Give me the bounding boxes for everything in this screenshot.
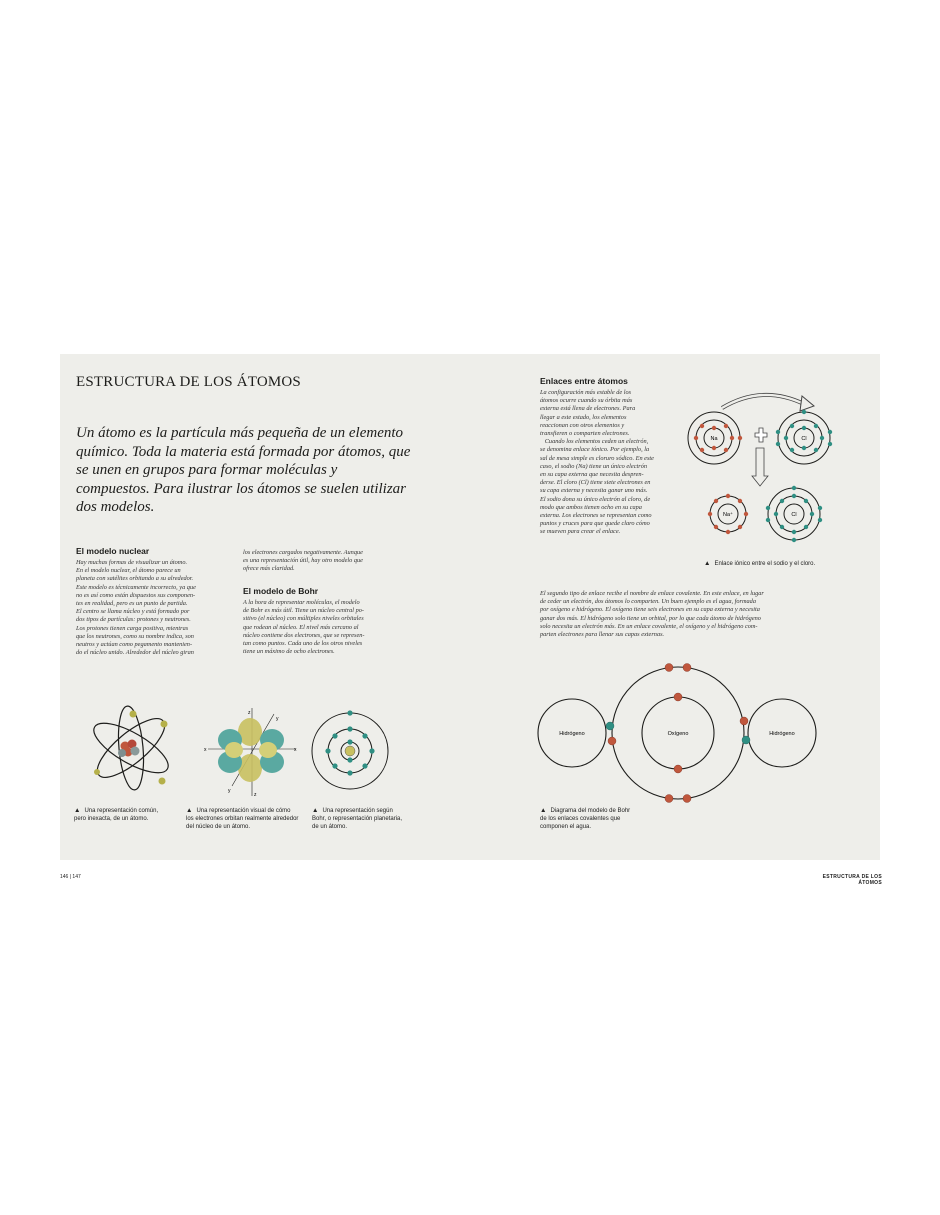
atom-label-na: Na xyxy=(710,436,718,442)
triangle-icon: ▲ xyxy=(74,807,81,814)
text-line: Este modelo es técnicamente incorrecto, ya que xyxy=(76,583,196,591)
text-line: de ceder un electrón, dos átomos lo comparten. Un buen ejemplo es el agua, formada xyxy=(540,598,756,606)
caption-line: Enlace iónico entre el sodio y el cloro. xyxy=(714,561,816,567)
axis-label: z xyxy=(248,710,251,716)
caption-line: Bohr, o representación planetaria, xyxy=(312,816,403,822)
text-line: parten electrones para llenar sus capas externas. xyxy=(540,631,665,639)
text-line: su capa externa y necesita ganar uno más. xyxy=(540,487,648,495)
caption-line: Una representación según xyxy=(322,808,393,814)
page-title: ESTRUCTURA DE LOS ÁTOMOS xyxy=(76,374,301,390)
atom-label-hydrogen: Hidrógeno xyxy=(769,731,795,737)
book-spread xyxy=(60,354,880,860)
text-line: transfieren o comparten electrones. xyxy=(540,430,630,438)
text-line: en su capa externa que necesita despren- xyxy=(540,471,644,479)
text-line: que los neutrones, como su nombre indica, son xyxy=(76,632,194,640)
caption-ionic xyxy=(704,560,874,568)
caption-line: pero inexacta, de un átomo. xyxy=(74,816,149,822)
text-line: En el modelo nuclear, el átomo parece un xyxy=(76,567,181,575)
axis-label: x xyxy=(204,747,207,753)
atom-label-cl: Cl xyxy=(801,436,807,442)
text-line: derse. El cloro (Cl) tiene siete electrones en xyxy=(540,479,651,487)
text-line: de Bohr es más útil. Tiene un núcleo central po- xyxy=(243,607,365,615)
nuclear-model-continued xyxy=(243,549,408,574)
triangle-icon: ▲ xyxy=(312,807,319,814)
triangle-icon: ▲ xyxy=(540,807,547,814)
caption-orbital xyxy=(186,807,306,831)
text-line: los electrones cargados negativamente. Aunque xyxy=(243,549,363,556)
bonds-heading: Enlaces entre átomos xyxy=(540,376,628,386)
text-line: tiene un máximo de ocho electrones. xyxy=(243,648,335,656)
running-footer: ESTRUCTURA DE LOS ÁTOMOS xyxy=(822,874,882,886)
text-line: A la hora de representar moléculas, el modelo xyxy=(243,599,360,606)
intro-paragraph: Un átomo es la partícula más pequeña de un elemento químico. Toda la materia está formada por átomos, que se unen en grupos para formar moléculas y compuestos. Para ilustrar los átomos se suelen utilizar dos modelos. xyxy=(76,425,411,515)
text-line: Hay muchas formas de visualizar un átomo. xyxy=(76,559,188,566)
caption-line: los electrones orbitan realmente alrededor xyxy=(186,816,299,822)
text-line: externa. Los electrones se representan como xyxy=(540,512,652,520)
text-line: Cuando los elementos ceden un electrón, xyxy=(540,438,649,446)
caption-line: Una representación visual de cómo xyxy=(196,808,291,814)
caption-line: Una representación común, xyxy=(84,808,159,814)
text-line: reaccionan con otros elementos y xyxy=(540,421,625,429)
text-line: ganar dos más. El hidrógeno solo tiene un orbital, por lo que cada átomo de hidrógeno xyxy=(540,614,761,622)
page-numbers: 146 | 147 xyxy=(60,874,81,880)
text-line: La configuración más estable de los xyxy=(540,389,632,396)
text-line: Los protones tienen carga positiva, mientras xyxy=(76,624,189,632)
triangle-icon: ▲ xyxy=(704,560,711,567)
bohr-model-text xyxy=(243,599,408,656)
text-line: que rodean al núcleo. El nivel más cercano al xyxy=(243,623,359,631)
text-line: externa está llena de electrones. Para xyxy=(540,405,636,413)
text-line: solo necesita un electrón más. En un enlace covalente, el oxígeno y el hidrógeno com- xyxy=(540,622,758,630)
text-line: El segundo tipo de enlace recibe el nombre de enlace covalente. En este enlace, en lugar xyxy=(540,590,764,597)
text-line: puntos y cruces para que quede claro cómo xyxy=(540,520,650,528)
nuclear-atom-illustration xyxy=(86,702,176,794)
text-line: El centro se llama núcleo y está formado por xyxy=(76,608,190,616)
ionic-bond-diagram xyxy=(682,386,842,546)
text-line: sal de mesa simple es cloruro sódico. En este xyxy=(540,454,654,462)
atom-label-oxygen: Oxígeno xyxy=(667,731,689,737)
atom-label-hydrogen: Hidrógeno xyxy=(559,731,585,737)
caption-bohr xyxy=(312,807,422,831)
bohr-atom-illustration xyxy=(308,709,392,793)
text-line: caso, el sodio (Na) tiene un único electrón xyxy=(540,462,648,470)
axis-label: y xyxy=(276,716,279,722)
text-line: núcleo contiene dos electrones, que se represen- xyxy=(243,631,365,639)
covalent-bond-text xyxy=(540,590,840,639)
text-line: neutros y actúan como pegamento mantenien- xyxy=(76,641,193,649)
text-line: átomos ocurre cuando su órbita más xyxy=(540,397,633,405)
axis-label: y xyxy=(228,788,231,794)
caption-line: componen el agua. xyxy=(540,824,592,830)
axis-label: x xyxy=(294,747,297,753)
text-line: modo que ambos tienen ocho en su capa xyxy=(540,503,642,511)
nuclear-model-text xyxy=(76,559,241,657)
text-line: sitivo (el núcleo) con múltiples niveles orbitales xyxy=(243,615,364,623)
text-line: por oxígeno e hidrógeno. El oxígeno tiene seis electrones en su capa externa y necesita xyxy=(540,606,760,614)
text-line: no es así como están dispuestos sus componen- xyxy=(76,591,196,599)
bohr-model-heading: El modelo de Bohr xyxy=(243,586,319,596)
caption-water xyxy=(540,807,660,831)
caption-line: del núcleo de un átomo. xyxy=(186,824,251,830)
atom-label-cl-ion: Cl xyxy=(791,512,797,518)
text-line: dos tipos de partículas: protones y neutrones. xyxy=(76,616,191,624)
caption-nuclear xyxy=(74,807,184,823)
triangle-icon: ▲ xyxy=(186,807,193,814)
text-line: do el núcleo unido. Alrededor del núcleo giran xyxy=(76,649,194,657)
text-line: ofrece más claridad. xyxy=(243,565,295,573)
text-line: se mueven para crear el enlace. xyxy=(540,528,621,536)
caption-line: de un átomo. xyxy=(312,824,348,830)
text-line: El sodio dona su único electrón al cloro, de xyxy=(540,495,651,503)
text-line: tan como puntos. Cada uno de los otros niveles xyxy=(243,640,363,648)
caption-line: Diagrama del modelo de Bohr xyxy=(550,808,631,814)
ionic-bond-text xyxy=(540,389,685,537)
axis-label: z xyxy=(254,792,257,798)
nuclear-model-heading: El modelo nuclear xyxy=(76,546,150,556)
atom-label-na-ion: Na⁺ xyxy=(723,512,733,518)
water-covalent-diagram xyxy=(536,662,856,812)
text-line: planeta con satélites orbitando a su alrededor. xyxy=(76,575,194,583)
caption-line: de los enlaces covalentes que xyxy=(540,816,621,822)
orbital-cloud-illustration xyxy=(202,706,302,798)
text-line: tes en realidad, pero es un punto de partida. xyxy=(76,600,188,608)
text-line: es una representación útil, hay otro modelo que xyxy=(243,557,363,565)
text-line: se denomina enlace iónico. Por ejemplo, la xyxy=(540,446,650,454)
text-line: llegar a este estado, los elementos xyxy=(540,413,627,421)
